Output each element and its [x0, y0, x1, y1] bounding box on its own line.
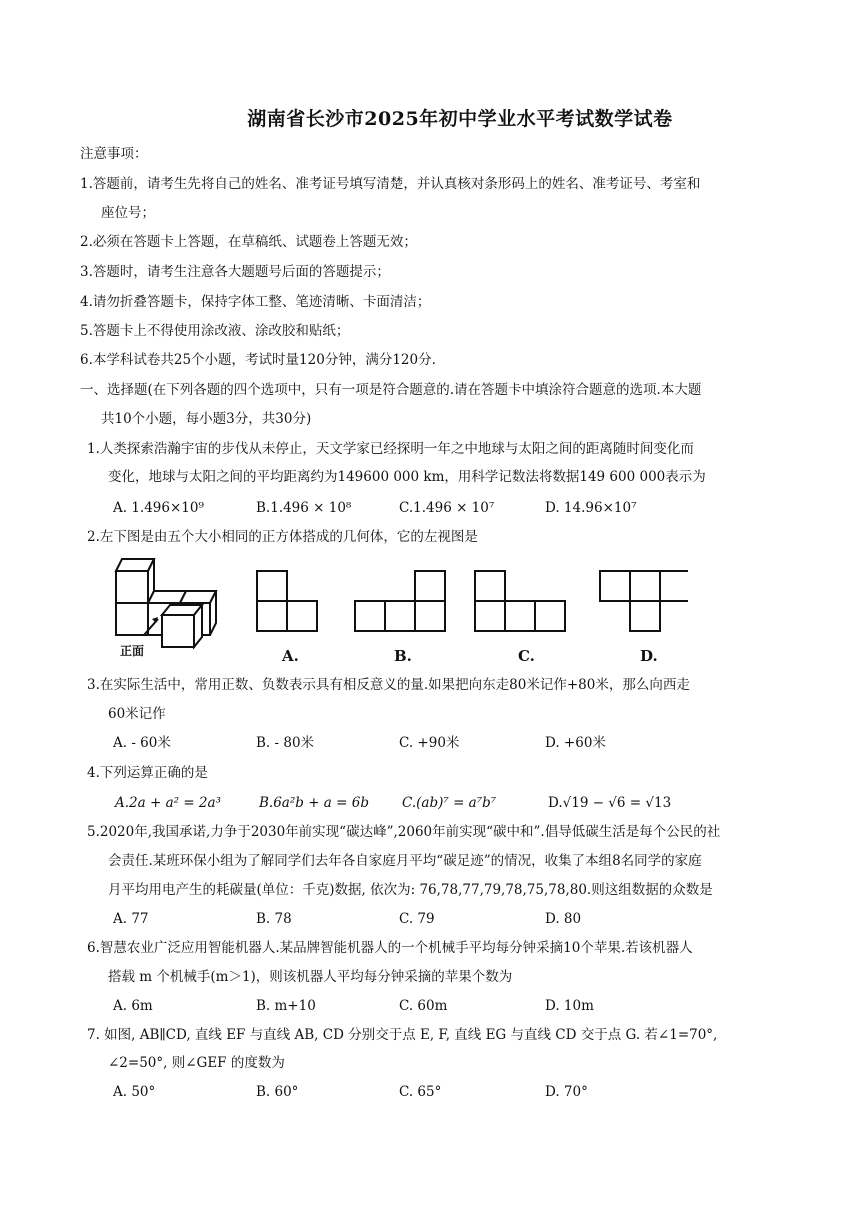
option-b-figure [355, 571, 445, 665]
option-d: D. 14.96×10⁷ [545, 500, 637, 516]
option-a: A. 1.496×10⁹ [113, 500, 204, 516]
question-text: 1.人类探索浩瀚宇宙的步伐从未停止，天文学家已经探明一年之中地球与太阳之间的距离随时间变化而 [87, 441, 694, 457]
option-a: A. 50° [113, 1084, 156, 1100]
notice-item: 4.请勿折叠答题卡，保持字体工整、笔迹清晰、卡面清洁； [80, 294, 431, 310]
option-c: C.(ab)⁷ = a⁷b⁷ [402, 795, 497, 811]
option-d: D.√19 − √6 = √13 [548, 795, 672, 811]
option-d: D. +60米 [545, 735, 606, 751]
question-text: 2.左下图是由五个大小相同的正方体搭成的几何体，它的左视图是 [87, 529, 478, 545]
option-d-figure [600, 571, 688, 665]
option-c: C.1.496 × 10⁷ [399, 500, 495, 516]
question-text: 3.在实际生活中，常用正数、负数表示具有相反意义的量.如果把向东走80米记作+80米，那么向西走 [87, 677, 690, 693]
notice-item: 3.答题时，请考生注意各大题题号后面的答题提示； [80, 264, 390, 280]
question-text: 6.智慧农业广泛应用智能机器人.某品牌智能机器人的一个机械手平均每分钟采摘10个苹果.若该机器人 [87, 940, 693, 956]
section-heading-cont: 共10个小题，每小题3分，共30分) [101, 411, 312, 427]
section-heading: 一、选择题(在下列各题的四个选项中，只有一项是符合题意的.请在答题卡中填涂符合题意的选项.本大题 [80, 382, 702, 398]
question-text: 月平均用电产生的耗碳量(单位：千克)数据, 依次为: 76,78,77,79,78,75,78,80.则这组数据的众数是 [108, 882, 713, 898]
question-text: 5.2020年,我国承诺,力争于2030年前实现“碳达峰”,2060年前实现“碳中和”.倡导低碳生活是每个公民的社 [87, 824, 721, 840]
option-a: A. 6m [113, 998, 153, 1014]
notice-item: 6.本学科试卷共25个小题，考试时量120分钟，满分120分. [80, 352, 436, 368]
option-a-figure [257, 571, 317, 665]
option-d: D. 10m [545, 998, 594, 1014]
option-b: B.1.496 × 10⁸ [256, 500, 352, 516]
option-c: C. 65° [399, 1084, 442, 1100]
question-text: 4.下列运算正确的是 [87, 765, 208, 781]
notice-heading: 注意事项： [80, 146, 148, 162]
front-label: 正面 [120, 644, 145, 658]
question-text: 60米记作 [108, 706, 166, 722]
option-c-figure [475, 571, 565, 665]
notice-item: 座位号； [101, 205, 155, 221]
option-d: D. 70° [545, 1084, 588, 1100]
label-d: D. [640, 647, 658, 665]
question-text: 变化，地球与太阳之间的平均距离约为149600 000 km，用科学记数法将数据149 600 000表示为 [108, 469, 706, 485]
notice-item: 5.答题卡上不得使用涂改液、涂改胶和贴纸； [80, 323, 350, 339]
notice-item: 1.答题前，请考生先将自己的姓名、准考证号填写清楚，并认真核对条形码上的姓名、准考证号、考室和 [80, 176, 701, 192]
option-d: D. 80 [545, 911, 582, 927]
option-c: C. +90米 [399, 735, 460, 751]
option-c: C. 60m [399, 998, 448, 1014]
q2-figure [108, 555, 688, 667]
option-b: B.6a²b + a = 6b [259, 795, 369, 811]
option-b: B. m+10 [256, 998, 316, 1014]
option-c: C. 79 [399, 911, 435, 927]
notice-item: 2.必须在答题卡上答题，在草稿纸、试题卷上答题无效； [80, 234, 417, 250]
option-b: B. 78 [256, 911, 292, 927]
option-a: A. 77 [113, 911, 149, 927]
page-title: 湖南省长沙市2025年初中学业水平考试数学试卷 [247, 108, 673, 130]
label-b: B. [394, 647, 412, 665]
cube-solid-figure [116, 559, 216, 658]
option-a: A. - 60米 [113, 735, 171, 751]
question-text: ∠2=50°, 则∠GEF 的度数为 [108, 1055, 285, 1071]
label-a: A. [282, 647, 299, 665]
label-c: C. [518, 647, 535, 665]
option-b: B. - 80米 [256, 735, 315, 751]
question-text: 7. 如图, AB∥CD, 直线 EF 与直线 AB, CD 分别交于点 E, F, 直线 EG 与直线 CD 交于点 G. 若∠1=70°, [87, 1027, 718, 1043]
option-a: A.2a + a² = 2a³ [115, 795, 221, 811]
question-text: 会责任.某班环保小组为了解同学们去年各自家庭月平均“碳足迹”的情况，收集了本组8名同学的家庭 [108, 853, 702, 869]
option-b: B. 60° [256, 1084, 299, 1100]
question-text: 搭载 m 个机械手(m＞1)，则该机器人平均每分钟采摘的苹果个数为 [108, 969, 513, 985]
